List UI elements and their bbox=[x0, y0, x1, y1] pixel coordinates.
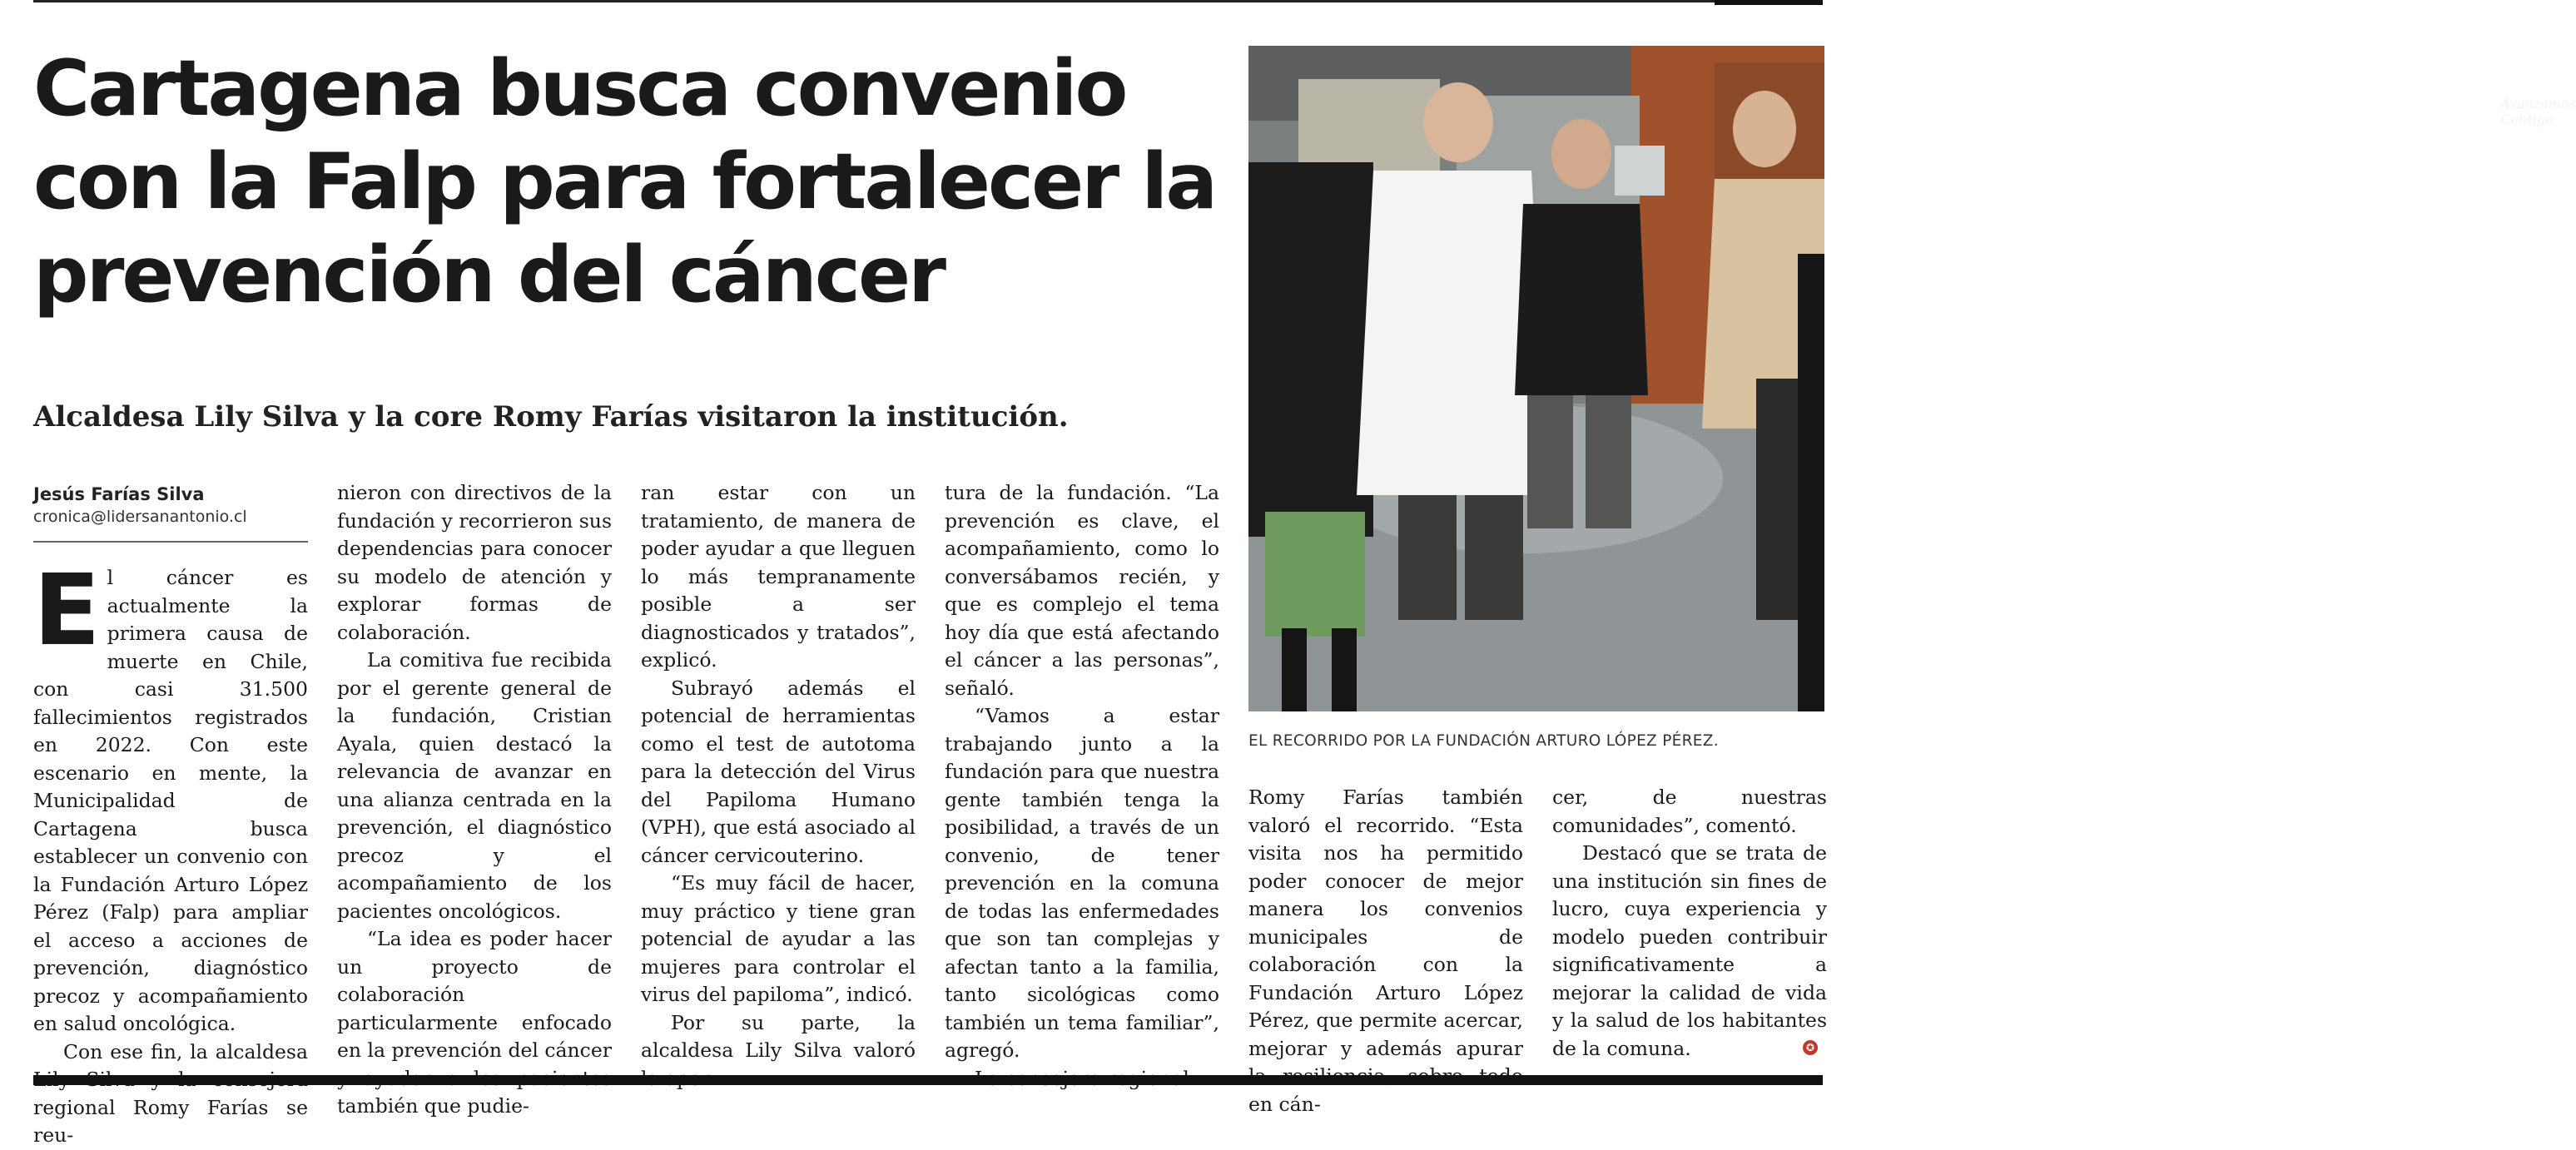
paragraph: tura de la fundación. “La prevención es clave, el acompañamiento, como lo conversábamos recién, y que es complejo el tema hoy día que está afectando el cáncer a las personas”, señaló. bbox=[945, 481, 1219, 700]
article-column-3 bbox=[641, 479, 916, 1073]
paragraph: nieron con directivos de la fundación y recorrieron sus dependencias para conocer su modelo de atención y explorar formas de colaboración. bbox=[337, 481, 612, 644]
article-column-4 bbox=[945, 479, 1219, 1073]
bottom-rule bbox=[33, 1075, 1823, 1085]
article-column-1 bbox=[33, 553, 308, 1147]
paragraph: Romy Farías también valoró el recorrido. “Esta visita nos ha permitido poder conocer de mejor manera los convenios municipales de colaboración con la Fundación Arturo López Pérez, que permite acercar, mejorar y además apurar en cán- bbox=[1248, 786, 1523, 1116]
headline: Cartagena busca convenio con la Falp para fortalecer la prevención del cáncer bbox=[33, 43, 1216, 320]
byline-email[interactable]: cronica@lidersanantonio.cl bbox=[33, 508, 247, 526]
paragraph: cer, de nuestras comunidades”, comentó. bbox=[1552, 786, 1827, 837]
byline-author: Jesús Farías Silva bbox=[33, 484, 205, 504]
article-column-6 bbox=[1552, 784, 1827, 1073]
top-rule bbox=[33, 0, 1823, 2]
paragraph: l cáncer es actualmente la primera causa de muerte en Chile, con casi 31.500 fallecimientos registrados en 2022. Con este escenario en mente, la Municipalidad de Cartagena busca establecer un convenio con la Fundación Arturo López Pérez (Falp) para ampliar el acceso a acciones de prevención, diagnóstico precoz y acompañamiento en salud oncológica. bbox=[33, 566, 308, 1035]
paragraph: “La idea es poder hacer un proyecto de colaboración particularmente enfocado en la prevención del cáncer también que pudie- bbox=[337, 927, 612, 1118]
top-rule-accent bbox=[1715, 0, 1823, 5]
subheadline: Alcaldesa Lily Silva y la core Romy Farías visitaron la institución. bbox=[33, 400, 1069, 434]
end-of-article-icon: ✪ bbox=[1803, 1040, 1818, 1055]
paragraph: ran estar con un tratamiento, de manera de poder ayudar a que lleguen lo más tempranamente posible a ser diagnosticados y tratados”, explicó. bbox=[641, 481, 916, 672]
article-photo bbox=[1248, 46, 2576, 711]
paragraph: Subrayó además el potencial de herramientas como el test de autotoma para la detección del Virus del Papiloma Humano (VPH), que está asociado al cáncer cervicouterino. bbox=[641, 676, 916, 867]
paragraph: Destacó que se trata de una institución sin fines de lucro, cuya experiencia y modelo pueden contribuir significativamente a mejorar la calidad de vida y la salud de los habitantes de la comuna. bbox=[1552, 841, 1827, 1060]
article-column-2 bbox=[337, 479, 612, 1118]
photo-caption: EL RECORRIDO POR LA FUNDACIÓN ARTURO LÓPEZ PÉREZ. bbox=[1248, 732, 1719, 750]
paragraph: Por su parte, la alcaldesa Lily Silva valoró bbox=[641, 1010, 916, 1062]
paragraph: “Vamos a estar trabajando junto a la fundación para que nuestra gente también tenga la posibilidad, a través de un convenio, de tener prevención en la comuna de todas las enfermedades que son tan complejas y afectan tanto a la familia, tanto sicológicas como también un tema familiar”, agregó. bbox=[945, 704, 1219, 1062]
article-column-5 bbox=[1248, 784, 1523, 1116]
paragraph: Con ese fin, la alcaldesa regional Romy Farías se reu- bbox=[33, 1039, 308, 1147]
paragraph: “Es muy fácil de hacer, muy práctico y tiene gran potencial de ayudar a las mujeres para controlar el virus del papiloma”, indicó. bbox=[641, 871, 916, 1006]
paragraph: La comitiva fue recibida por el gerente general de la fundación, Cristian Ayala, quien destacó la relevancia de avanzar en una alianza centrada en la prevención, el diagnóstico precoz y el acompañamiento de los pacientes oncológicos. bbox=[337, 648, 612, 923]
drop-cap: E bbox=[33, 553, 101, 667]
photo-overlay-text: Avanzamos Contigo bbox=[2500, 96, 2576, 127]
byline-divider bbox=[33, 541, 308, 543]
photo-illustration bbox=[1248, 46, 1824, 711]
